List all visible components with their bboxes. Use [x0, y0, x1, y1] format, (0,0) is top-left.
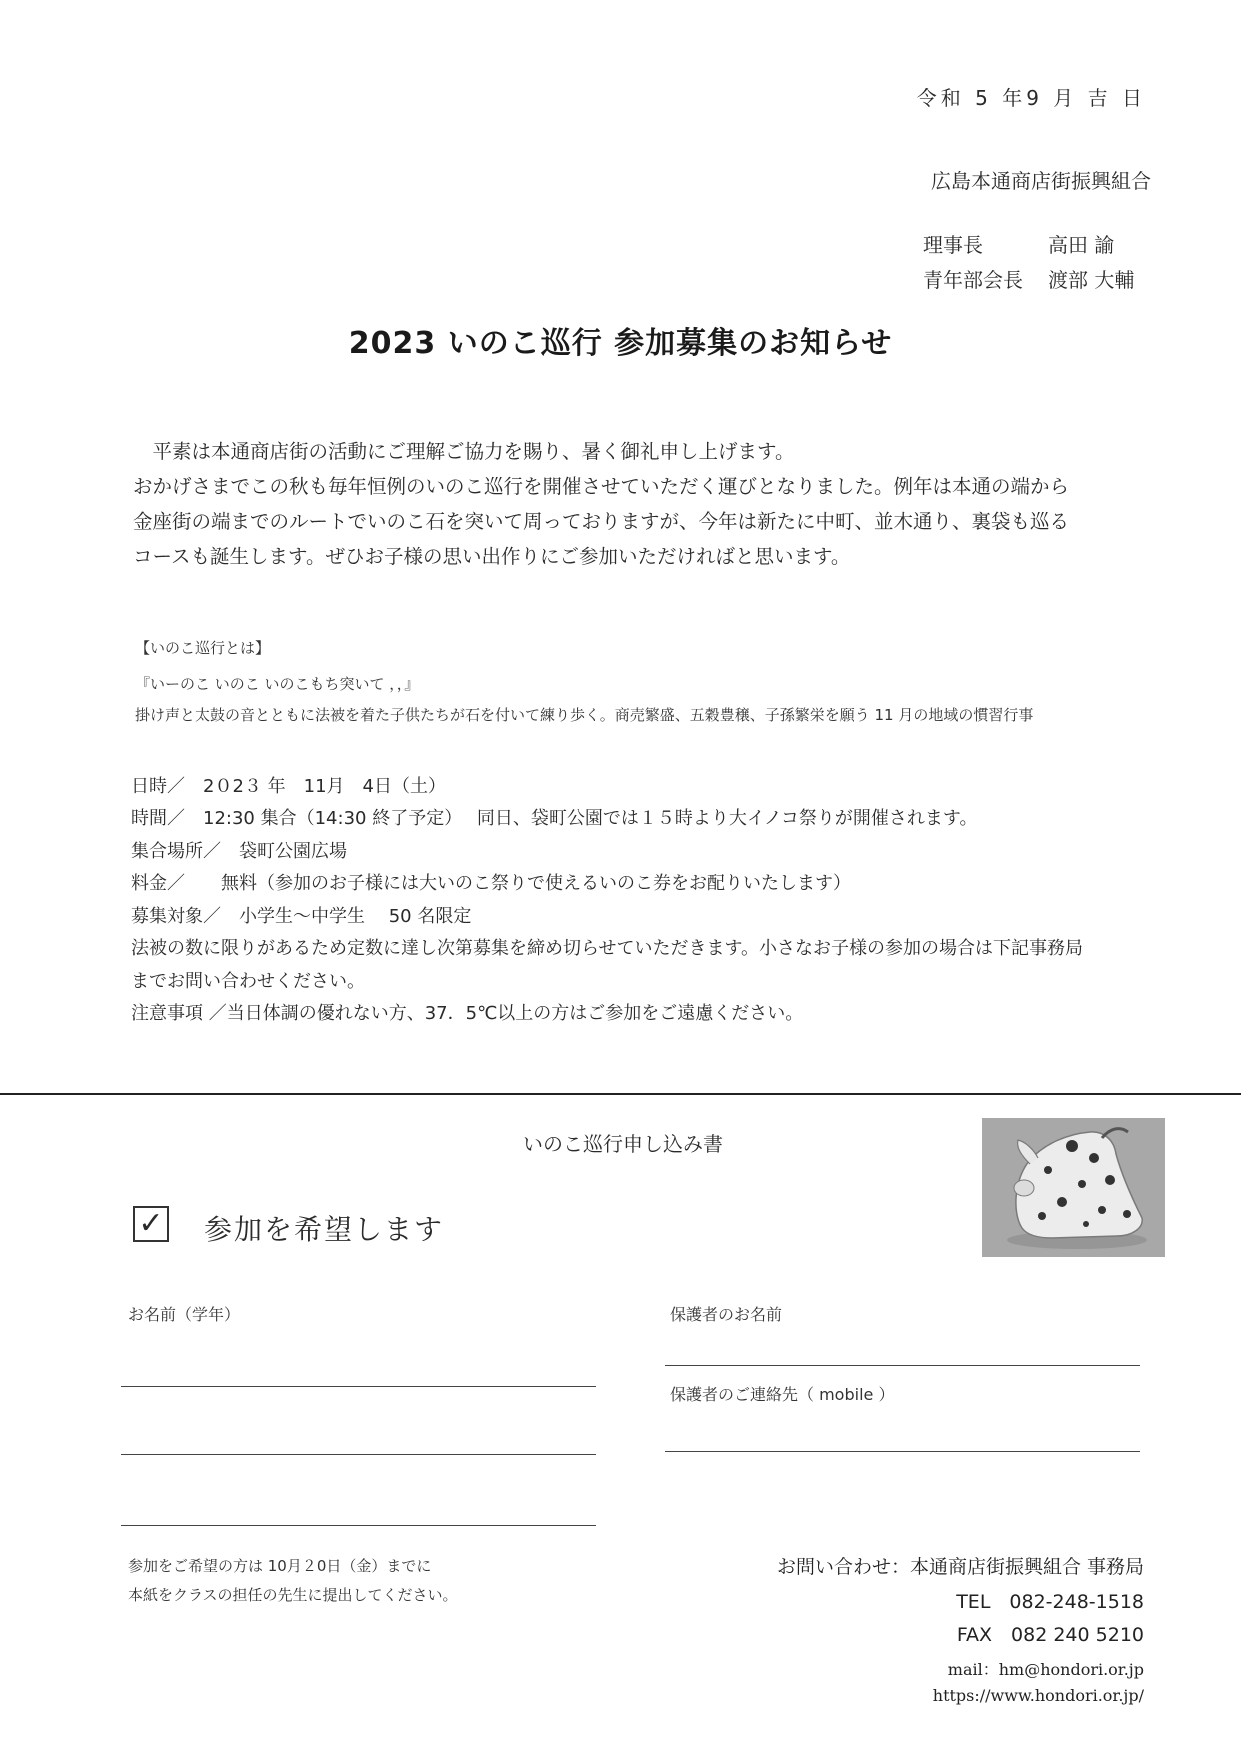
intro-line: 平素は本通商店街の活動にご理解ご協力を賜り、暑く御礼申し上げます。 [133, 440, 795, 463]
detail-datetime: 日時／ 2０2３ 年 11月 4日（土） [131, 776, 446, 797]
about-chant: 『いーのこ いのこ いのこもち突いて ，，』 [135, 675, 420, 693]
about-heading: 【いのこ巡行とは】 [135, 639, 271, 657]
boar-figurine-icon [982, 1118, 1165, 1257]
guardian-contact-line[interactable] [665, 1451, 1140, 1452]
guardian-contact-label: 保護者のご連絡先（ mobile ） [670, 1385, 895, 1404]
detail-fee: 料金／ 無料（参加のお子様には大いのこ祭りで使えるいのこ券をお配りいたします） [131, 873, 851, 894]
intro-line: コースも誕生します。ぜひお子様の思い出作りにご参加いただければと思います。 [133, 545, 851, 568]
detail-time: 時間／ 12:30 集合（14:30 終了予定） 同日、袋町公園では１５時より大イノコ祭りが開催されます。 [131, 808, 978, 829]
contact-tel: TEL 082-248-1518 [956, 1591, 1144, 1613]
guardian-name-line[interactable] [665, 1365, 1140, 1366]
intro-line: おかげさまでこの秋も毎年恒例のいのこ巡行を開催させていただく運びとなりました。例年は本通の端から [133, 475, 1070, 498]
issue-date: 令和 5 年9 月 吉 日 [916, 86, 1146, 110]
detail-caution: 注意事項 ／当日体調の優れない方、37．5℃以上の方はご参加をご遠慮ください。 [131, 1003, 804, 1024]
form-title: いのこ巡行申し込み書 [523, 1132, 723, 1156]
contact-fax: FAX 082 240 5210 [956, 1624, 1144, 1646]
participation-checkbox-label: 参加を希望します [204, 1213, 445, 1246]
name-field-label: お名前（学年） [128, 1305, 241, 1324]
page-title: 2023 いのこ巡行 参加募集のお知らせ [348, 326, 893, 361]
signatory-role: 青年部会長 [923, 268, 1023, 292]
intro-line: 金座街の端までのルートでいのこ石を突いて周っておりますが、今年は新たに中町、並木通り、裏袋も巡る [133, 510, 1070, 533]
participation-checkbox[interactable]: ✓ [133, 1206, 169, 1242]
guardian-name-label: 保護者のお名前 [670, 1305, 783, 1324]
signatory-chairman [923, 229, 1114, 258]
deadline-note: 本紙をクラスの担任の先生に提出してください。 [128, 1586, 458, 1604]
contact-url[interactable]: https://www.hondori.or.jp/ [932, 1686, 1144, 1705]
detail-eligibility: 募集対象／ 小学生〜中学生 50 名限定 [131, 906, 472, 927]
signatory-name: 渡部 大輔 [1048, 268, 1135, 292]
signatory-youth-chair [923, 264, 1134, 293]
name-field-line[interactable] [121, 1386, 596, 1387]
deadline-note: 参加をご希望の方は 10月２0日（金）までに [128, 1557, 432, 1575]
signatory-name: 高田 諭 [1048, 233, 1115, 257]
contact-heading: お問い合わせ：本通商店街振興組合 事務局 [776, 1556, 1144, 1578]
contact-mail[interactable]: mail：hm@hondori.or.jp [947, 1660, 1144, 1679]
section-divider [0, 1093, 1241, 1095]
detail-limit-note-cont: までお問い合わせください。 [131, 971, 365, 992]
name-field-line[interactable] [121, 1454, 596, 1455]
signatory-role: 理事長 [923, 233, 983, 257]
detail-meeting-place: 集合場所／ 袋町公園広場 [131, 841, 347, 862]
organization-name: 広島本通商店街振興組合 [931, 169, 1151, 193]
name-field-line[interactable] [121, 1525, 596, 1526]
detail-limit-note: 法被の数に限りがあるため定数に達し次第募集を締め切らせていただきます。小さなお子様の参加の場合は下記事務局 [131, 938, 1084, 959]
about-description: 掛け声と太鼓の音とともに法被を着た子供たちが石を付いて練り歩く。商売繁盛、五穀豊穣、子孫繁栄を願う 11 月の地域の慣習行事 [135, 706, 1034, 724]
